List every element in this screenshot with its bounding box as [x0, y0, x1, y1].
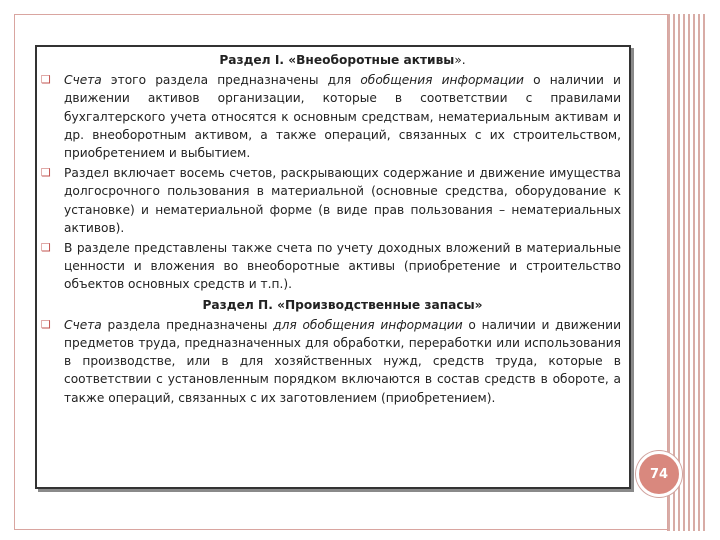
section1-heading [64, 51, 621, 69]
bullet-icon: ❑ [41, 317, 51, 331]
bullet-4-italic: для обобщения информации [273, 317, 463, 332]
bullet-1-lead: Счета [64, 73, 102, 88]
decorative-stripes [668, 14, 706, 531]
section2-heading: Раздел П. «Производственные запасы» [202, 297, 483, 312]
bullet-4-lead: Счета [64, 317, 102, 332]
bullet-item-4 [41, 316, 621, 407]
content-box [35, 45, 631, 489]
bullet-1-text-a: этого раздела предназначены для [101, 73, 361, 88]
slide-frame-bottom [14, 529, 706, 530]
bullet-4-text-a: раздела предназначены [101, 317, 274, 332]
slide-frame-left [14, 14, 15, 530]
page-number-badge: 74 [636, 451, 682, 497]
bullet-icon: ❑ [41, 166, 51, 180]
bullet-item-3 [41, 239, 621, 294]
section1-heading-end: ». [454, 53, 466, 67]
bullet-1-text-c: о наличии и движении активов организации, которые в соответствии с правилами бухгалтерского учета относятся к основным средствам, нематериальным активам и др. внеоборотным активом, а также операций, связанных с их строительством, приобретением и выбытием. [64, 73, 621, 161]
bullet-1-italic: обобщения информации [360, 73, 524, 88]
bullet-2-text: Раздел включает восемь счетов, раскрывающих содержание и движение имущества долгосрочного пользования в материальной (основные средства, оборудование к установке) и нематериальной форме (в виде прав пользования – нематериальных активов). [64, 166, 621, 235]
bullet-item-1 [41, 71, 621, 162]
bullet-icon: ❑ [41, 73, 51, 87]
bullet-4-text-c: о наличии и движении предметов труда, предназначенных для обработки, переработки или использования в производстве, или в для хозяйственных нужд, средств труда, которые в соответствии с установленным порядком включаются в состав средств в обороте, а также операций, связанных с их заготовлением (приобретением). [64, 317, 621, 405]
bullet-3-text: В разделе представлены также счета по учету доходных вложений в материальные ценности и вложения во внеоборотные активы (приобретение и строительство объектов основных средств и т.п.). [64, 241, 621, 292]
bullet-item-2 [41, 164, 621, 237]
section1-heading-main: Раздел I. «Внеоборотные активы [219, 53, 455, 67]
bullet-icon: ❑ [41, 241, 51, 255]
